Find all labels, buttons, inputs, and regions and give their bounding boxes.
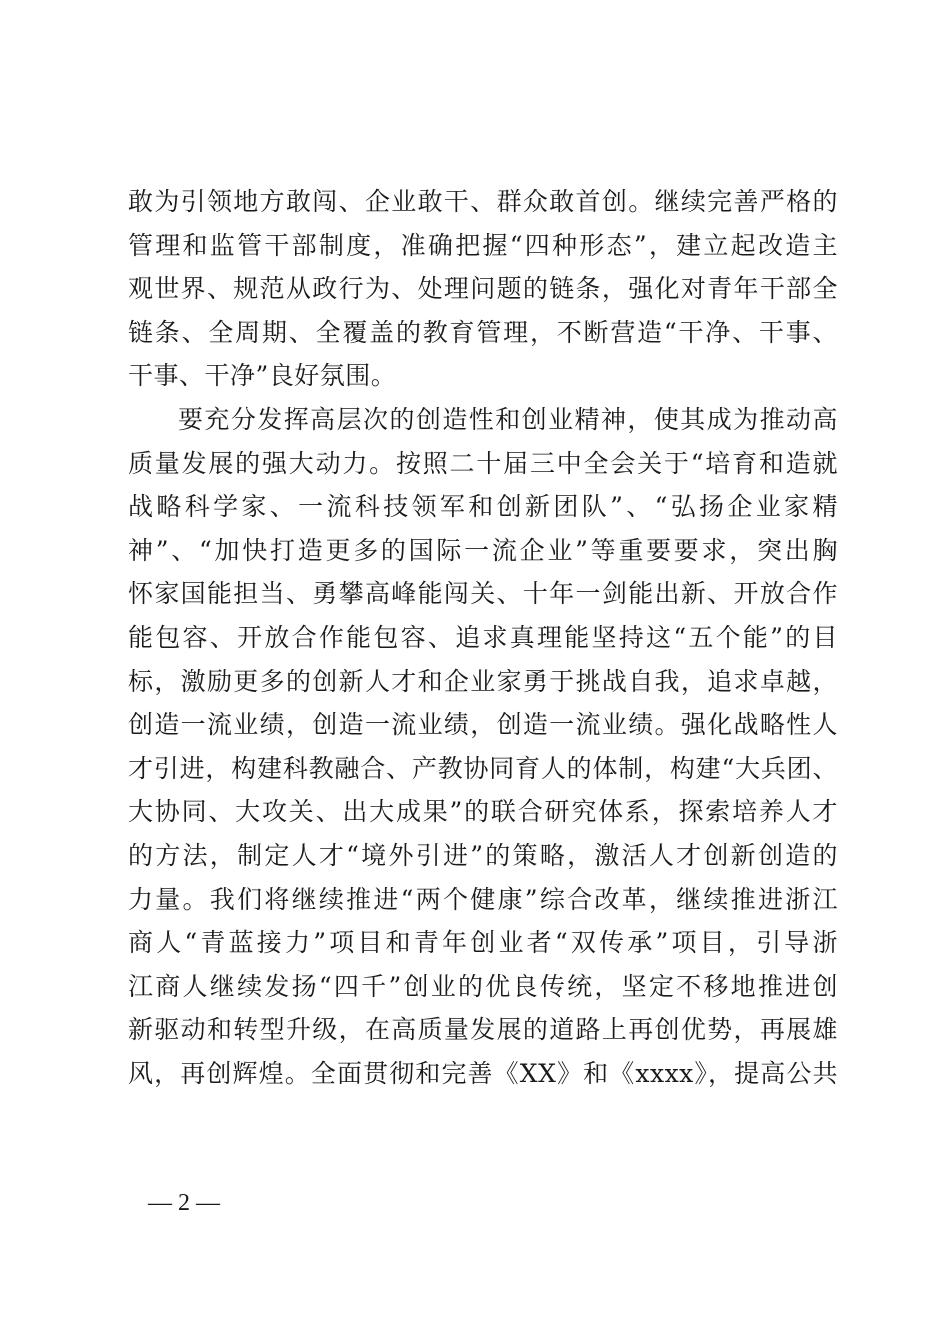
paragraph-line: 江商人继续发扬“四千”创业的优良传统，坚定不移地推进创 — [128, 971, 838, 1001]
paragraph-line: 神”、“加快打造更多的国际一流企业”等重要要求，突出胸 — [128, 535, 838, 565]
paragraph-line: 大协同、大攻关、出大成果”的联合研究体系，探索培养人才 — [128, 797, 838, 827]
paragraph-1 — [128, 180, 838, 398]
paragraph-line: 观世界、规范从政行为、处理问题的链条，强化对青年干部全 — [128, 274, 838, 304]
paragraph-line: 创造一流业绩，创造一流业绩，创造一流业绩。强化战略性人 — [128, 710, 838, 740]
page-number: — 2 — — [148, 1190, 220, 1216]
paragraph-line: 风，再创辉煌。全面贯彻和完善《XX》和《xxxx》，提高公共 — [128, 1058, 838, 1088]
paragraph-line: 管理和监管干部制度，准确把握“四种形态”，建立起改造主 — [128, 230, 838, 260]
paragraph-2 — [128, 398, 838, 1096]
paragraph-line: 标，激励更多的创新人才和企业家勇于挑战自我，追求卓越， — [128, 666, 838, 696]
paragraph-line: 链条、全周期、全覆盖的教育管理，不断营造“干净、干事、 — [128, 317, 838, 347]
paragraph-line: 敢为引领地方敢闯、企业敢干、群众敢首创。继续完善严格的 — [128, 187, 838, 216]
paragraph-line: 商人“青蓝接力”项目和青年创业者“双传承”项目，引导浙 — [128, 928, 838, 958]
paragraph-line: 怀家国能担当、勇攀高峰能闯关、十年一剑能出新、开放合作 — [128, 579, 838, 609]
paragraph-line: 才引进，构建科教融合、产教协同育人的体制，构建“大兵团、 — [128, 753, 838, 783]
body-text — [128, 180, 838, 1095]
paragraph-line: 能包容、开放合作能包容、追求真理能坚持这“五个能”的目 — [128, 622, 838, 652]
paragraph-line: 要充分发挥高层次的创造性和创业精神，使其成为推动高 — [178, 404, 838, 434]
paragraph-line: 质量发展的强大动力。按照二十届三中全会关于“培育和造就 — [128, 448, 838, 478]
paragraph-line: 的方法，制定人才“境外引进”的策略，激活人才创新创造的 — [128, 840, 838, 870]
paragraph-line: 战略科学家、一流科技领军和创新团队”、“弘扬企业家精 — [128, 492, 838, 522]
paragraph-line: 新驱动和转型升级，在高质量发展的道路上再创优势，再展雄 — [128, 1015, 838, 1045]
paragraph-line: 干事、干净”良好氛围。 — [128, 361, 397, 391]
paragraph-line: 力量。我们将继续推进“两个健康”综合改革，继续推进浙江 — [128, 884, 838, 914]
